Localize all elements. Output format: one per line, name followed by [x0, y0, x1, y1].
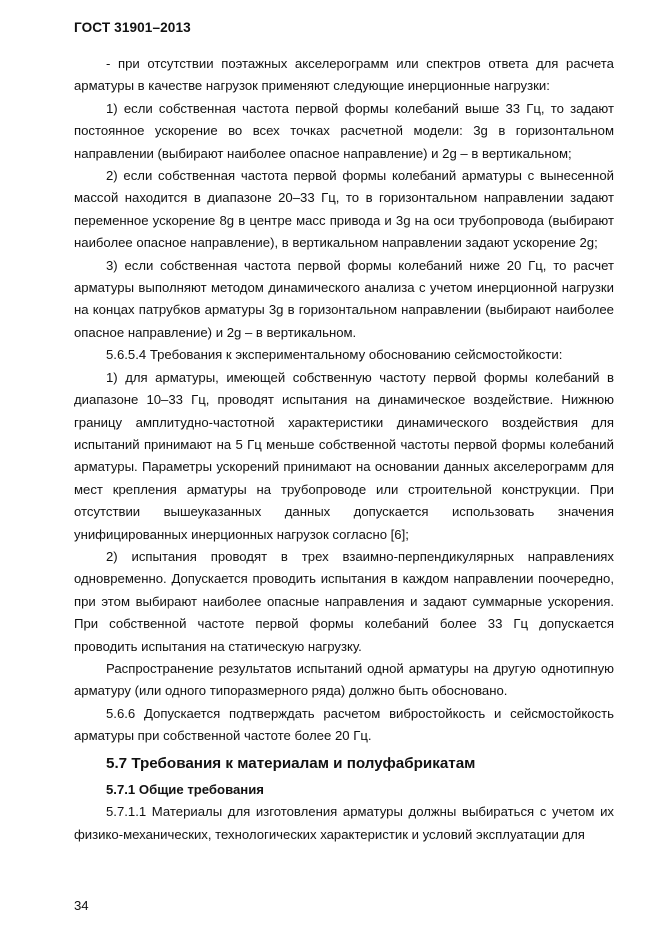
paragraph-item-2-20-33hz: 2) если собственная частота первой формы колебаний арматуры с вынесенной массой находится в диапазоне 20–33 Гц, то в горизонтальном направлении задают переменное ускорение 8g в центре масс привода и 3g на оси трубопровода (выбирают наиболее опасное направление), в вертикальном направлении задают ускорение 2g;	[74, 168, 614, 251]
paragraph-5-6-6: 5.6.6 Допускается подтверждать расчетом вибростойкость и сейсмостойкость арматуры при собственной частоте более 20 Гц.	[74, 705, 614, 744]
paragraph-item-1-above-33hz: 1) если собственная частота первой формы колебаний выше 33 Гц, то задают постоянное ускорение во всех точках расчетной модели: 3g в горизонтальном направлении (выбирают наиболее опасное направление) и 2g – в вертикальном;	[74, 100, 614, 161]
paragraph-test-item-2: 2) испытания проводят в трех взаимно-перпендикулярных направлениях одновременно. Допускается проводить испытания в каждом направлении поочередно, при этом выбирают наиболее опасные направления и задают суммарные ускорения. При собственной частоте первой формы колебаний более 33 Гц допускается проводить испытания на статическую нагрузку.	[74, 548, 614, 654]
document-body	[74, 53, 614, 846]
standard-code: ГОСТ 31901–2013	[74, 20, 191, 35]
paragraph-5-7-1-1: 5.7.1.1 Материалы для изготовления арматуры должны выбираться с учетом их физико-механических, технологических характеристик и условий эксплуатации для	[74, 804, 614, 842]
paragraph-item-3-below-20hz: 3) если собственная частота первой формы колебаний ниже 20 Гц, то расчет арматуры выполняют методом динамического анализа с учетом инерционной нагрузки на концах патрубков арматуры 3g в горизонтальном направлении (выбирают наиболее опасное направление) и 2g – в вертикальном.	[74, 257, 614, 340]
paragraph-5-6-5-4: 5.6.5.4 Требования к экспериментальному обоснованию сейсмостойкости:	[106, 347, 563, 363]
page-number: 34	[74, 898, 89, 913]
paragraph-test-item-1: 1) для арматуры, имеющей собственную частоту первой формы колебаний в диапазоне 10–33 Гц, проводят испытания на динамическое воздействие. Нижнюю границу амплитудно-частотной характеристики динамического воздействия для испытаний принимают на 5 Гц меньше собственной частоты первой формы колебаний арматуры. Параметры ускорений принимают на основании данных акселерограмм для мест крепления арматуры на трубопроводе или строительной конструкции. При отсутствии вышеуказанных данных допускается использовать значения унифицированных инерционных нагрузок согласно [6];	[74, 369, 614, 542]
paragraph-results-extension: Распространение результатов испытаний одной арматуры на другую однотипную арматуру (или одного типоразмерного ряда) должно быть обосновано.	[74, 660, 614, 699]
section-heading-5-7: 5.7 Требования к материалам и полуфабрикатам	[106, 754, 476, 772]
paragraph-inertial-loads: - при отсутствии поэтажных акселерограмм или спектров ответа для расчета арматуры в качестве нагрузок применяют следующие инерционные нагрузки:	[74, 56, 614, 94]
subsection-heading-5-7-1: 5.7.1 Общие требования	[106, 782, 264, 797]
